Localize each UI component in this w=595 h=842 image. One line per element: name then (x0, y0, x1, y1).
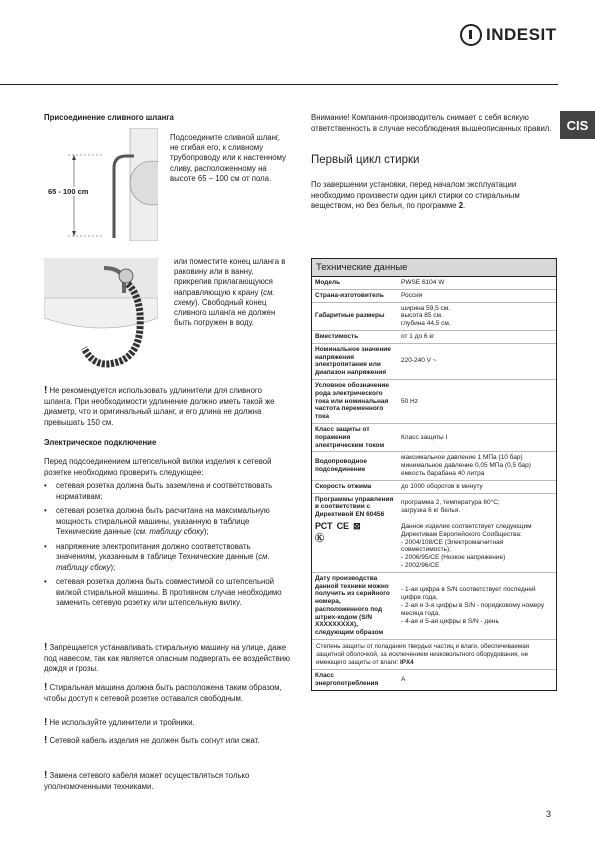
table-row (312, 277, 556, 290)
first-cycle-text-a: По завершении установки, перед началом эксплуатации необходимо произвести один цикл стирки со стиральным веществом, но без белья, по программе (311, 180, 520, 210)
list-item-text: напряжение электропитания должно соответствовать значениям, указанным в таблице Технические данные (см. таблицу сбоку); (56, 541, 270, 572)
table-cell-label: Дату производства данной техники можно получить из серийного номера, расположенного под штрих-кодом (S/N XXXXXXXXX), следующим образом (315, 574, 390, 637)
drain-p2-emphasis: см. схему (174, 287, 275, 307)
warning-icon: ! (44, 735, 48, 746)
table-cell-label: Страна-изготовитель (315, 291, 384, 299)
table-cell-label: Условное обозначение рода электрического тока или номинальная частота переменного тока (315, 381, 389, 421)
warning-text: Сетевой кабель изделия не должен быть согнут или сжат. (49, 736, 260, 745)
first-cycle-text (311, 180, 553, 212)
ip-text: Степень защиты от попадания твердых частиц и влаги, обеспечиваемая защитной оболочкой, за исключением низковольтного оборудования, не имеющего защиты от влаги: (316, 643, 530, 666)
table-cell-value: программа 2, температура 60°C; загрузка 6 кг белья. (401, 499, 500, 515)
brand-logo (460, 24, 557, 46)
header-rule (0, 84, 558, 85)
table-cell-value: - 1-ая цифра в S/N соответствует последней цифре года, - 2-ая и 3-я цифры в S/N - порядковому номеру месяца года, - 4-ая и 5-ая цифры в S/N - день (401, 586, 545, 625)
table-cell-value: 50 Hz (401, 397, 418, 405)
warning-icon: ! (44, 385, 48, 396)
technical-data-table (311, 258, 557, 691)
warning-access (44, 683, 292, 704)
logo-icon (460, 24, 482, 46)
table-row (312, 573, 556, 640)
table-cell-value: ширина 59,5 см. высота 85 см. глубина 44,5 см. (401, 304, 451, 328)
first-cycle-program: 2 (458, 201, 464, 210)
table-cell-value: Россия (401, 291, 423, 299)
warning-extension (44, 386, 292, 428)
first-cycle-text-b: . (463, 201, 466, 210)
table-cell-value: до 1000 оборотов в минуту (401, 482, 483, 490)
table-row (312, 452, 556, 480)
drain-paragraph-1: Подсоедините сливной шланг, не сгибая его, к сливному трубопроводу или к настенному сливу, расположенному на высоте 65 – 100 см от пола. (170, 133, 286, 183)
table-cell-label: Вместимость (315, 332, 359, 340)
electrical-title: Электрическое подключение (44, 438, 157, 447)
electrical-checklist (44, 481, 292, 613)
table-cell-value: 220-240 V ~ (401, 357, 437, 365)
drain-hose-sink-diagram (44, 258, 158, 371)
table-cell-label: Модель (315, 279, 341, 286)
drain-title: Присоединение сливного шланга (44, 113, 174, 122)
table-row (312, 670, 556, 690)
first-cycle-title: Первый цикл стирки (311, 154, 420, 166)
recycle-bin-icon: ⊠ (353, 520, 361, 531)
warning-icon: ! (44, 717, 48, 728)
list-item-text: сетевая розетка должна быть расчитана на максимальную мощность стиральной машины, указанную в таблице Технические данные (см. таблицу сбоку); (56, 506, 270, 536)
page-number: 3 (546, 809, 552, 819)
height-label: 65 - 100 cm (48, 187, 89, 196)
table-cell-label (312, 521, 398, 572)
table-cell-label: Водопроводное подсоединение (315, 458, 367, 474)
table-cell-value: максимальное давление 1 МПа (10 бар) минимальное давление 0,05 МПа (0,5 бар) емкость барабана 40 литра (401, 454, 531, 477)
manufacturer-notice: Внимание! Компания-производитель снимает с себя всякую ответственность в случае несоблюдения вышеописанных правил. (311, 113, 552, 133)
electrical-intro: Перед подсоединением штепсельной вилки изделия к сетевой розетке необходимо проверить следующее: (44, 457, 272, 477)
warning-text: Замена сетевого кабеля может осуществляться только уполномоченными техниками. (44, 771, 250, 791)
table-row (312, 331, 556, 344)
list-item (44, 506, 292, 538)
table-row (312, 380, 556, 424)
ip-code: IPX4 (400, 658, 414, 666)
eac-mark-icon: Ⓚ (315, 532, 325, 543)
drain-p2-text-b: ). Свободный конец сливного шланга не должен быть погружен в воду. (174, 297, 276, 328)
warning-extension-cords (44, 718, 292, 729)
table-row (312, 303, 556, 331)
drain-paragraph-2 (174, 257, 290, 328)
warning-cable (44, 736, 292, 747)
table-cell-label: Скорость отжима (315, 482, 372, 490)
table-title: Технические данные (312, 259, 556, 277)
warning-icon: ! (44, 642, 48, 653)
table-row (312, 640, 556, 670)
table-cell-value: PWSE 6104 W (401, 279, 445, 286)
table-cell-label: Габаритные размеры (315, 312, 385, 320)
rst-mark-icon: РСТ (315, 520, 333, 531)
table-cell-value: от 1 до 6 кг (401, 332, 435, 340)
warning-icon: ! (44, 770, 48, 781)
warning-icon: ! (44, 682, 48, 693)
ce-mark-icon: CE (336, 520, 350, 531)
drain-p2-text-a: или поместите конец шланга в раковину или в ванну, прикрепив прилагающуюся направляющую к крану ( (174, 257, 286, 297)
warning-replacement (44, 771, 292, 792)
warning-text: Стиральная машина должна быть расположена таким образом, чтобы доступ к сетевой розетке оставался свободным. (44, 683, 282, 703)
table-row (312, 521, 556, 573)
table-cell-label: Номинальное значение напряжения электропитания или диапазон напряжения (315, 345, 391, 377)
warning-text: Не используйте удлинители и тройники. (49, 718, 195, 727)
table-body (312, 277, 556, 521)
warning-outdoor (44, 643, 292, 675)
warning-text: Запрещается устанавливать стиральную машину на улице, даже под навесом, так как является опасным подвергать ее воздействию дождя и грозы. (44, 643, 290, 673)
table-cell-value: Класс защиты I (401, 433, 448, 441)
brand-name: INDESIT (486, 25, 557, 44)
list-item (44, 542, 292, 574)
table-cell-label: Класс защиты от поражения электрическим током (315, 425, 385, 449)
drain-hose-wall-diagram (44, 128, 158, 241)
table-cell-value: A (401, 676, 406, 684)
table-cell-label: Класс энергопотребления (315, 672, 379, 688)
table-row (312, 344, 556, 380)
table-row (312, 481, 556, 494)
language-tab: CIS (560, 111, 595, 139)
table-row (312, 290, 556, 303)
table-row (312, 494, 556, 521)
list-item: • сетевая розетка должна быть заземлена и соответствовать нормативам; (44, 481, 292, 502)
certification-icons (315, 520, 361, 531)
table-row (312, 424, 556, 452)
ip-protection-text (312, 640, 556, 669)
directives-text: Данное изделие соответствует следующим Директивам Европейского Сообщества: - 2004/108/CE (Электромагнитная совместимость); - 2006/95/CE (Низкое напряжение) - 2002/96/CE (401, 522, 532, 569)
list-item: • сетевая розетка должна быть совместимой со штепсельной вилкой стиральной машины. В противном случае необходимо заменить сетевую розетку или штепсельную вилку. (44, 577, 292, 609)
warning-extension-text: Не рекомендуется использовать удлинители для сливного шланга. При необходимости удлинение должно иметь такой же диаметр, что и оригинальный шланг, и его длина не должна превышать 150 см. (44, 386, 275, 427)
table-cell-label: Программы управления в соответствии с Директивой EN 60456 (315, 495, 394, 519)
